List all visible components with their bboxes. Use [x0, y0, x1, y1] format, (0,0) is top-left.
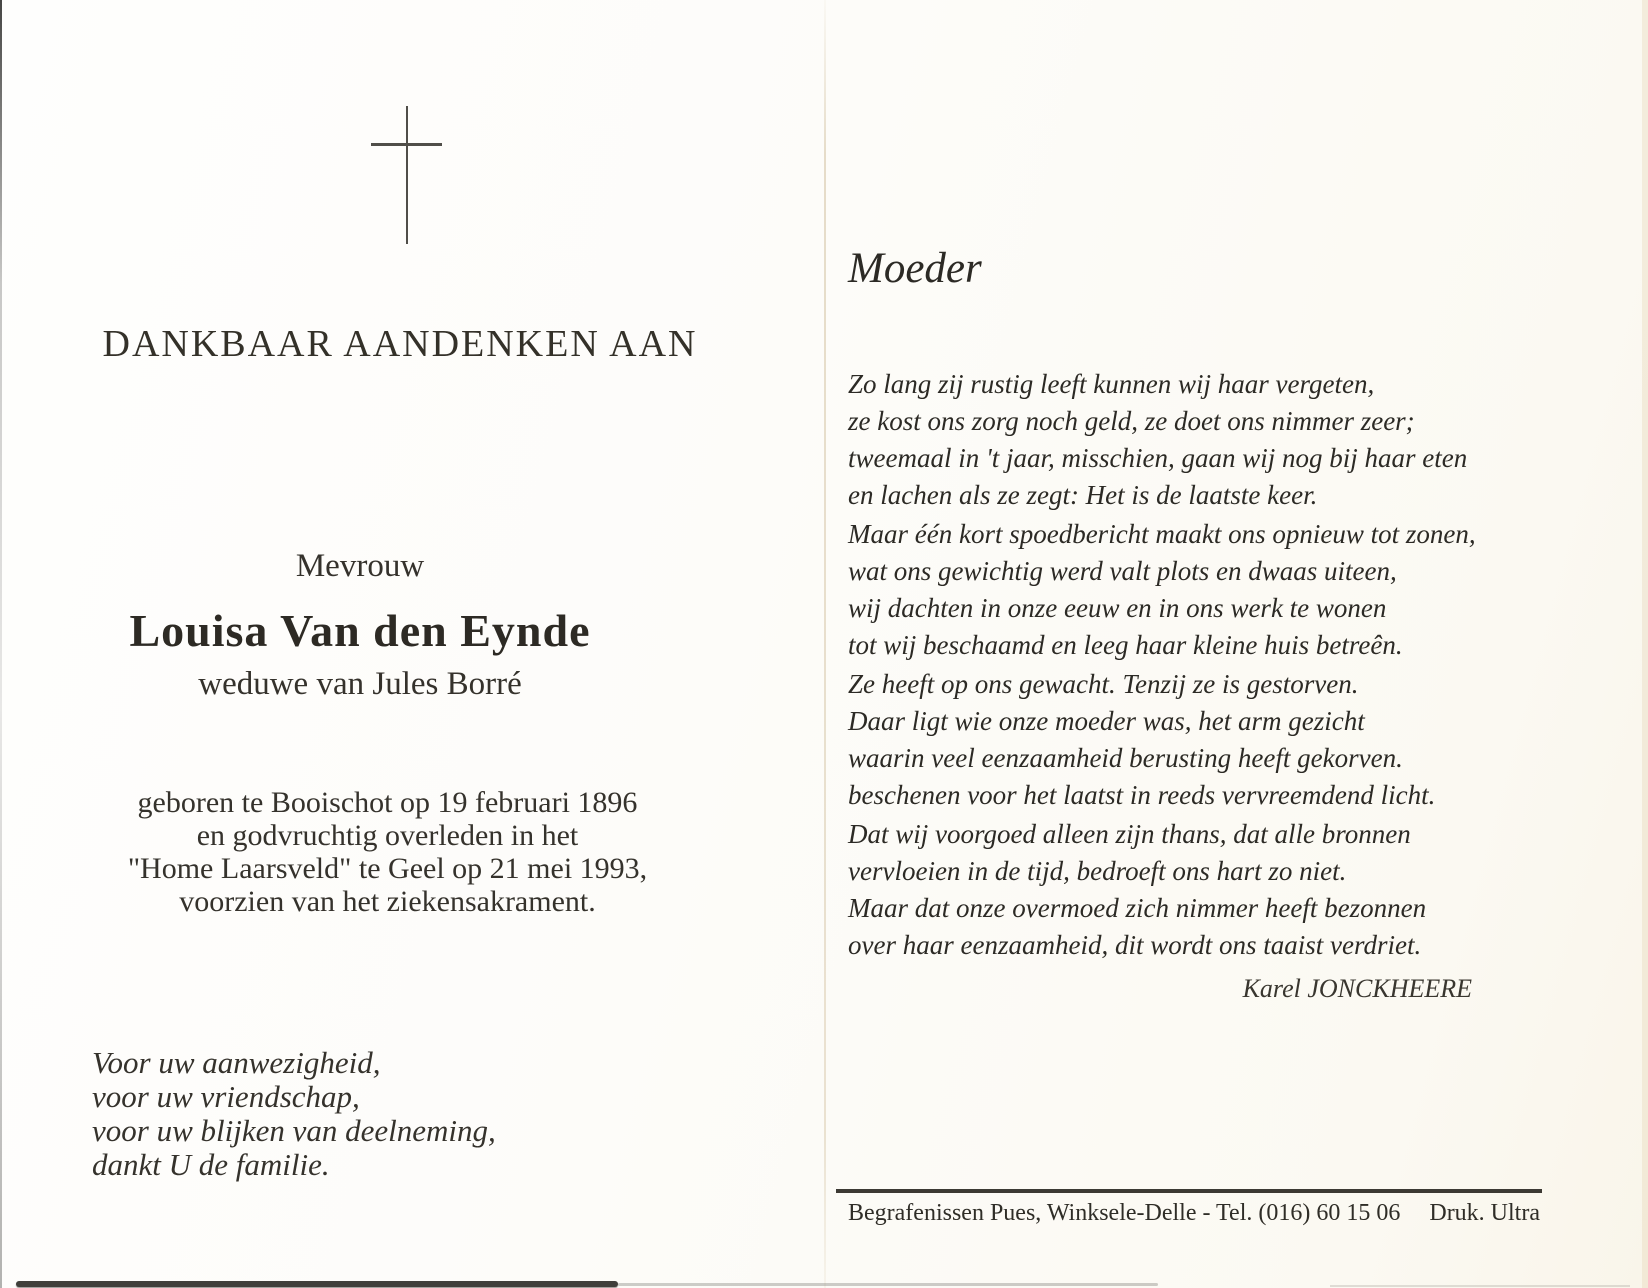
life-details-line: en godvruchtig overleden in het: [196, 819, 579, 852]
poem-line: ze kost ons zorg noch geld, ze doet ons nimmer zeer;: [848, 406, 1415, 436]
printer-footer: [848, 1200, 1540, 1227]
poem-line: tweemaal in 't jaar, misschien, gaan wij nog bij haar eten: [848, 443, 1468, 473]
poem-stanza-4: [848, 816, 1572, 964]
scan-right-edge-tint: [1642, 0, 1648, 1288]
poem-line: wat ons gewichtig werd valt plots en dwaas uiteen,: [848, 556, 1397, 586]
salutation: Mevrouw: [295, 548, 425, 584]
scan-bottom-shadow: [16, 1281, 618, 1287]
poem-line: Maar dat onze overmoed zich nimmer heeft bezonnen: [848, 893, 1427, 923]
card-fold-line: [824, 0, 826, 1288]
poem-line: Maar één kort spoedbericht maakt ons opnieuw tot zonen,: [848, 519, 1476, 549]
widow-relation: weduwe van Jules Borré: [198, 666, 522, 702]
deceased-name: Louisa Van den Eynde: [129, 605, 591, 656]
poem-line: Daar ligt wie onze moeder was, het arm gezicht: [848, 706, 1365, 736]
memorial-header: DANKBAAR AANDENKEN AAN: [102, 323, 698, 365]
poem-line: vervloeien in de tijd, bedroeft ons hart zo niet.: [848, 856, 1347, 886]
life-details-line: "Home Laarsveld" te Geel op 21 mei 1993,: [127, 852, 648, 885]
life-details: [0, 786, 775, 918]
poem-stanza-1: [848, 366, 1572, 514]
poem-line: wij dachten in onze eeuw en in ons werk te wonen: [848, 593, 1387, 623]
family-thanks: [92, 1046, 496, 1182]
family-thanks-line: Voor uw aanwezigheid,: [92, 1045, 381, 1080]
poem-stanza-2: [848, 516, 1572, 664]
funeral-home-credit: Begrafenissen Pues, Winksele-Delle - Tel. (016) 60 15 06: [848, 1200, 1401, 1226]
printer-credit: Druk. Ultra: [1429, 1200, 1540, 1226]
poem-line: en lachen als ze zegt: Het is de laatste keer.: [848, 480, 1318, 510]
poem-line: tot wij beschaamd en leeg haar kleine huis betreên.: [848, 630, 1403, 660]
scan-bottom-shadow-faint: [618, 1283, 1158, 1286]
poem-line: beschenen voor het laatst in reeds vervreemdend licht.: [848, 780, 1436, 810]
poem-title: Moeder: [848, 245, 982, 292]
family-thanks-line: voor uw vriendschap,: [92, 1079, 360, 1114]
poem-stanza-3: [848, 666, 1572, 814]
scan-bottom-shadow-right: [1330, 1285, 1630, 1287]
poem-line: Dat wij voorgoed alleen zijn thans, dat alle bronnen: [848, 819, 1411, 849]
poem-line: Zo lang zij rustig leeft kunnen wij haar vergeten,: [848, 369, 1375, 399]
life-details-line: voorzien van het ziekensakrament.: [179, 885, 596, 918]
cross-icon-horizontal-bar: [371, 143, 442, 146]
family-thanks-line: dankt U de familie.: [92, 1147, 330, 1182]
poem-line: waarin veel eenzaamheid berusting heeft gekorven.: [848, 743, 1403, 773]
cross-icon-vertical-bar: [406, 106, 408, 244]
poem-line: over haar eenzaamheid, dit wordt ons taaist verdriet.: [848, 930, 1422, 960]
poem-author: Karel JONCKHEERE: [1242, 974, 1472, 1003]
family-thanks-line: voor uw blijken van deelneming,: [92, 1113, 496, 1148]
poem-line: Ze heeft op ons gewacht. Tenzij ze is gestorven.: [848, 669, 1359, 699]
footer-divider-line: [836, 1189, 1542, 1193]
life-details-line: geboren te Booischot op 19 februari 1896: [137, 786, 638, 819]
